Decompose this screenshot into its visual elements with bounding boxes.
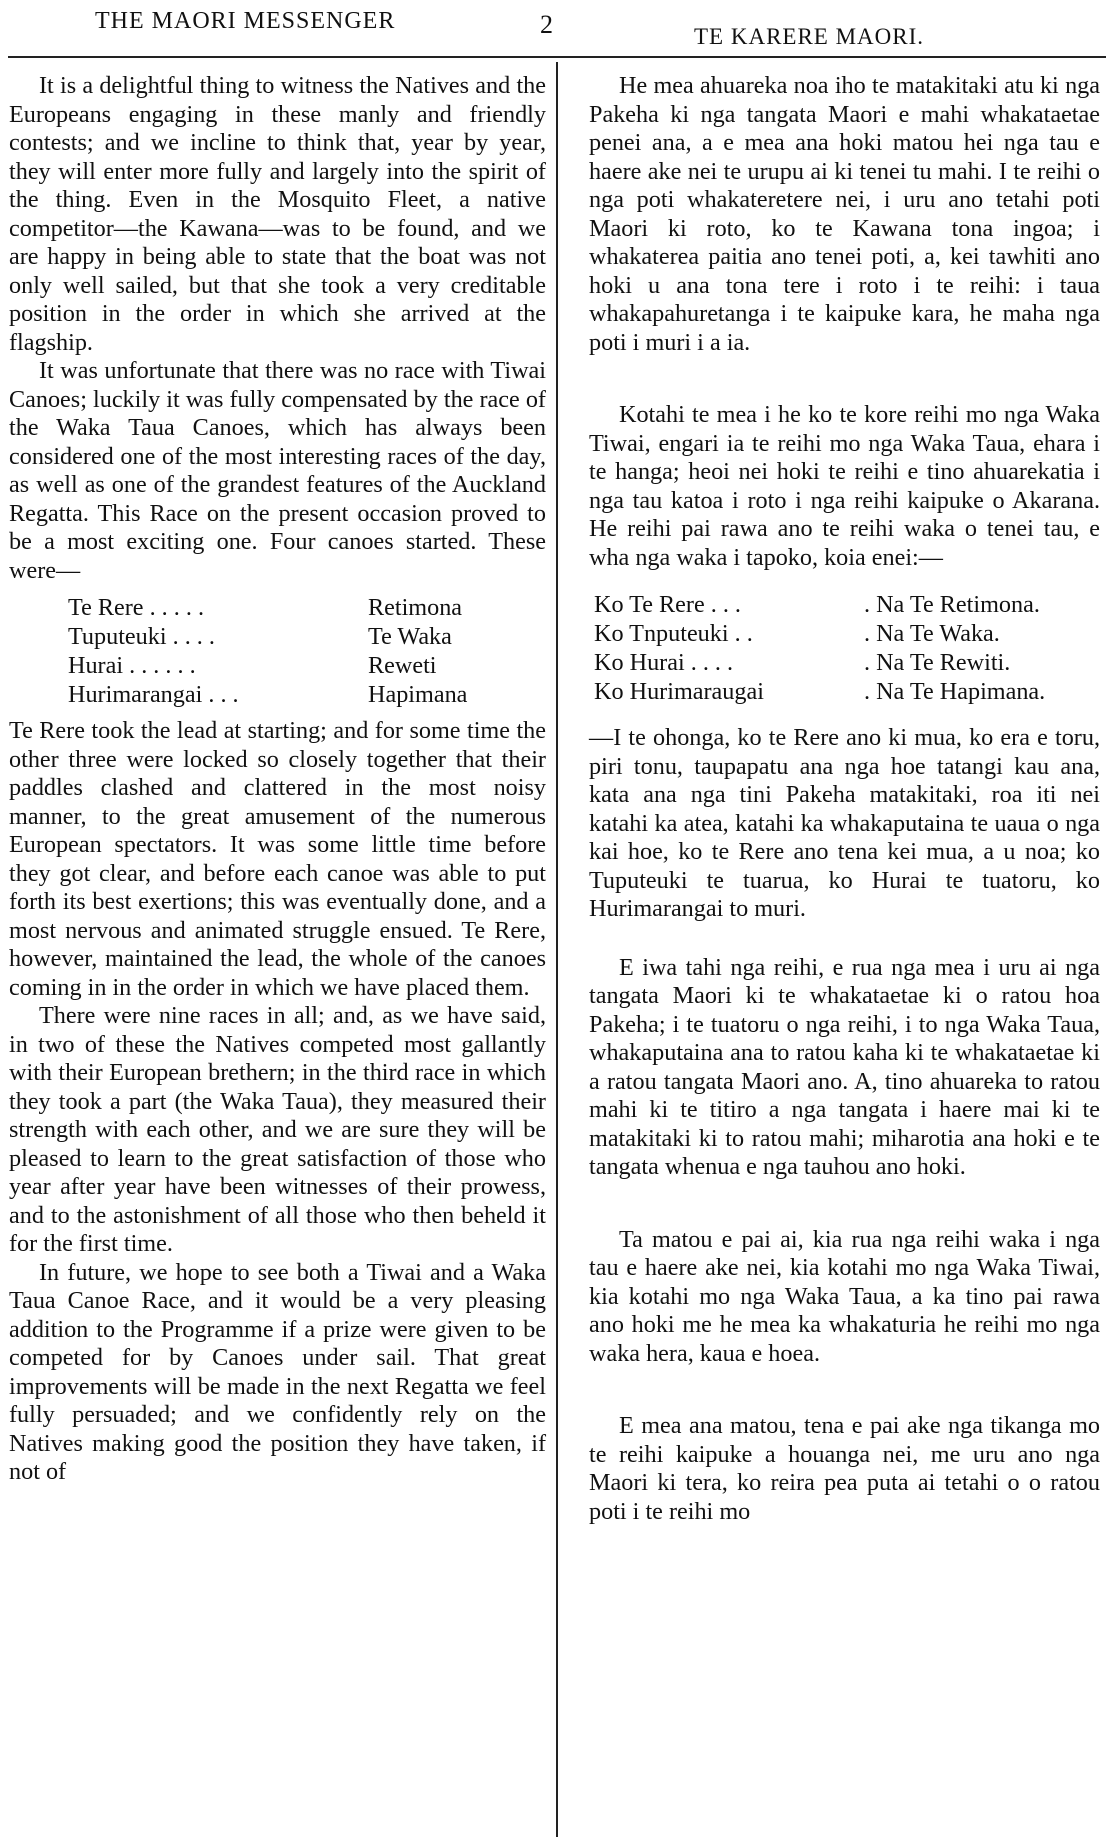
canoe-owner: . Na Te Rewiti. xyxy=(864,649,1011,676)
english-column xyxy=(9,72,546,1487)
masthead-english-title: THE MAORI MESSENGER xyxy=(95,8,396,34)
canoe-row xyxy=(594,677,1045,706)
maori-column xyxy=(589,72,1100,1526)
canoe-row xyxy=(594,648,1045,677)
paragraph-spacer xyxy=(589,357,1100,401)
canoe-owner: . Na Te Hapimana. xyxy=(864,678,1046,705)
maori-canoe-list xyxy=(594,590,1045,706)
maori-paragraph-4: E iwa tahi nga reihi, e rua nga mea i uru ai nga tangata Maori ki te whakataetae ki o ratou hoa Pakeha; i te tuatoru o nga reihi, i to nga Waka Taua, whakaputaina ana to ratou kaha ki te whakataetae ki a ratou tangata Maori ano. A, tino ahuareka to ratou mahi ki te titiro a nga tangata i haere mai ki te matakitaki ki to ratou mahi; miharotia ana hoki e te tangata whenua e nga tauhou ano hoki. xyxy=(589,953,1100,1180)
canoe-owner: . Na Te Retimona. xyxy=(864,591,1040,618)
english-paragraph-2: It was unfortunate that there was no race with Tiwai Canoes; luckily it was fully compensated by the race of the Waka Taua Canoes, which has always been considered one of the most interesting races of the day, as well as one of the grandest features of the Auckland Regatta. This Race on the present occasion proved to be a most exciting one. Four canoes started. These were— xyxy=(9,357,546,584)
canoe-owner: Reweti xyxy=(368,652,437,679)
paragraph-spacer xyxy=(589,1368,1100,1412)
canoe-name: Ko Hurimaraugai xyxy=(594,678,764,705)
canoe-row xyxy=(68,593,467,622)
canoe-name: Ko Hurai . . . . xyxy=(594,649,734,676)
paragraph-spacer xyxy=(589,924,1100,954)
english-paragraph-5: In future, we hope to see both a Tiwai and a Waka Taua Canoe Race, and it would be a very pleasing addition to the Programme if a prize were given to be competed for by Canoes under sail. That great improvements will be made in the next Regatta we feel fully persuaded; and we confidently rely on the Natives making good the position they have taken, if not of xyxy=(9,1258,546,1485)
maori-paragraph-6: E mea ana matou, tena e pai ake nga tikanga mo te reihi kaipuke a houanga nei, me uru ano nga Maori ki tera, ko reira pea puta ai tetahi o o ratou poti i te reihi mo xyxy=(589,1412,1100,1525)
canoe-name: Tuputeuki . . . . xyxy=(68,623,215,650)
masthead-maori-title: TE KARERE MAORI. xyxy=(694,24,925,49)
canoe-row xyxy=(594,590,1045,619)
header-rule xyxy=(8,56,1106,58)
english-canoe-list xyxy=(68,593,467,709)
canoe-owner: . Na Te Waka. xyxy=(864,620,1000,647)
canoe-owner: Hapimana xyxy=(368,681,468,708)
canoe-row xyxy=(68,622,467,651)
maori-paragraph-2: Kotahi te mea i he ko te kore reihi mo nga Waka Tiwai, engari ia te reihi mo nga Waka Taua, ehara i te hanga; heoi nei hoki te reihi e tino ahuarekatia i nga tau katoa i roto i nga reihi kaipuke o Akarana. He reihi pai rawa ano te reihi waka o tenei tau, e wha nga waka i tapoko, koia enei:— xyxy=(589,401,1100,571)
maori-paragraph-3: —I te ohonga, ko te Rere ano ki mua, ko era e toru, piri tonu, taupapatu ana nga hoe tatangi kau ana, kata ana nga tini Pakeha matakitaki, roa iti nei katahi ka atea, katahi ka whakaputaina te uaua o nga kai hoe, ko te Rere ano tena kei mua, a u noa; ko Tuputeuki te tuarua, ko Hurai te tuatoru, ko Hurimarangai to muri. xyxy=(589,724,1100,922)
page-number: 2 xyxy=(540,10,553,39)
canoe-name: Hurimarangai . . . xyxy=(68,681,239,708)
maori-paragraph-1: He mea ahuareka noa iho te matakitaki atu ki nga Pakeha ki nga tangata Maori e mahi whakataetae penei ana, a e mea ana hoki matou hei nga tau e haere ake nei te urupu ai ki tenei tu mahi. I te reihi o nga poti whakateretere nei, i uru ano tetahi poti Maori ki roto, ko te Kawana tona ingoa; i whakaterea paitia ano tenei poti, a, kei tawhiti ano hoki u ana tona tere i roto i te reihi: i taua whakapahuretanga i te kaipuke kara, he maha nga poti i muri i a ia. xyxy=(589,72,1100,356)
paragraph-spacer xyxy=(589,1182,1100,1226)
column-divider xyxy=(556,62,558,1837)
canoe-owner: Te Waka xyxy=(368,623,452,650)
english-paragraph-3: Te Rere took the lead at starting; and for some time the other three were locked so closely together that their paddles clashed and clattered in the most noisy manner, to the great amusement of the numerous European spectators. It was some little time before they got clear, and before each canoe was able to put forth its best exertions; this was eventually done, and a most nervous and animated struggle ensued. Te Rere, however, maintained the lead, the whole of the canoes coming in in the order in which we have placed them. xyxy=(9,717,546,1001)
canoe-name: Te Rere . . . . . xyxy=(68,594,204,621)
canoe-name: Ko Te Rere . . . xyxy=(594,591,741,618)
canoe-row xyxy=(68,680,467,709)
masthead xyxy=(0,0,1114,60)
canoe-row xyxy=(594,619,1045,648)
canoe-name: Ko Tnputeuki . . xyxy=(594,620,753,647)
canoe-name: Hurai . . . . . . xyxy=(68,652,196,679)
canoe-row xyxy=(68,651,467,680)
maori-paragraph-5: Ta matou e pai ai, kia rua nga reihi waka i nga tau e haere ake nei, kia kotahi mo nga Waka Tiwai, kia kotahi mo nga Waka Taua, a ka tino pai rawa ano hoki me he mea ka whakaturia he reihi mo nga waka hera, kaua e hoea. xyxy=(589,1225,1100,1367)
english-paragraph-4: There were nine races in all; and, as we have said, in two of these the Natives competed most gallantly with their European brethern; in the third race in which they took a part (the Waka Taua), they measured their strength with each other, and we are sure they will be pleased to learn to the great satisfaction of those who year after year have been witnesses of their prowess, and to the astonishment of all those who then beheld it for the first time. xyxy=(9,1002,546,1257)
canoe-owner: Retimona xyxy=(368,594,463,621)
english-paragraph-1: It is a delightful thing to witness the Natives and the Europeans engaging in these manly and friendly contests; and we incline to think that, year by year, they will enter more fully and largely into the spirit of the thing. Even in the Mosquito Fleet, a native competitor—the Kawana—was to be found, and we are happy in being able to state that the boat was not only well sailed, but that she took a very creditable position in the order in which she arrived at the flagship. xyxy=(9,72,546,356)
